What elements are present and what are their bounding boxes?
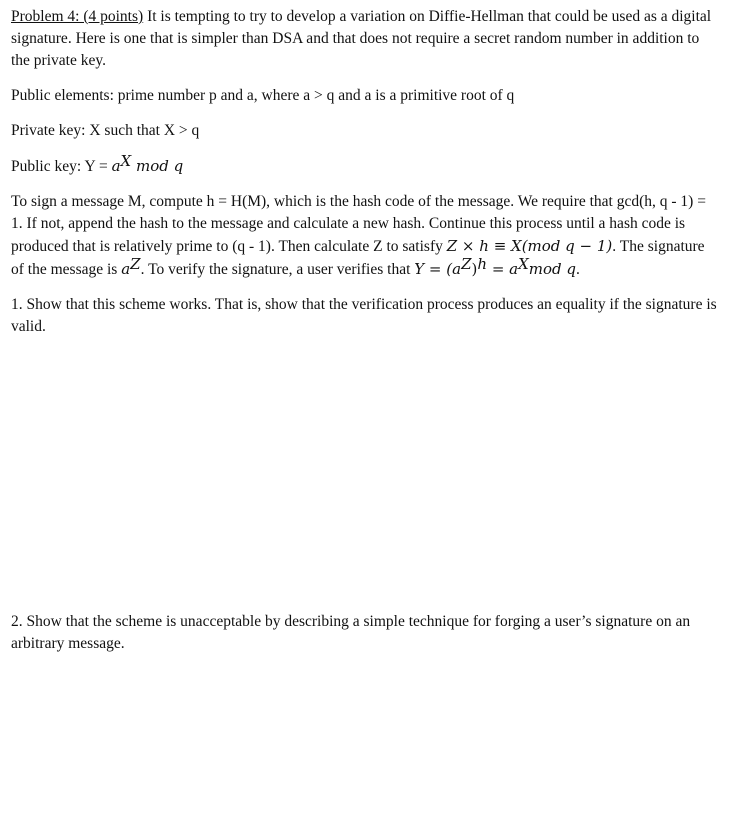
verify-eq: = a (487, 260, 519, 278)
verify-exponent-h: h (477, 255, 488, 273)
question-1: 1. Show that this scheme works. That is, show that the verification process produces an equality if the signature is valid. (11, 296, 717, 335)
signature-exponent: Z (130, 255, 141, 273)
verify-rhs: mod q (528, 260, 577, 278)
verify-end: . (576, 261, 580, 278)
private-key: Private key: X such that X > q (11, 122, 200, 139)
problem-intro-text: It is tempting to try to develop a variation on Diffie-Hellman that could be used as a digital signature. Here is one that is simpler than DSA and that does not require a secret random number in addition to the private key. (11, 8, 712, 69)
public-key-prefix: Public key: Y = (11, 158, 112, 175)
public-elements: Public elements: prime number p and a, where a > q and a is a primitive root of q (11, 87, 515, 104)
problem-page (11, 6, 717, 652)
question-2: 2. Show that the scheme is unacceptable by describing a simple technique for forging a user’s signature on an arbitrary message. (11, 613, 691, 652)
verify-lhs: Y = (a (414, 260, 462, 278)
signature-base: a (121, 260, 131, 278)
signing-text-3: . To verify the signature, a user verifies that (140, 261, 415, 278)
public-key-base: a (111, 157, 121, 175)
signing-procedure (11, 191, 717, 281)
public-key-exponent: X (120, 152, 132, 170)
verify-close-paren: ) (471, 260, 478, 278)
public-key (11, 152, 717, 178)
verify-exponent-x: X (518, 255, 529, 273)
public-key-suffix: mod q (131, 157, 184, 175)
verify-exponent-z: Z (461, 255, 472, 273)
signing-congruence: Z × h ≡ X(mod q − 1) (446, 237, 613, 255)
problem-intro (11, 6, 717, 72)
signing-text-1: To sign a message M, compute h = H(M), which is the hash code of the message. We require that gcd(h, q - 1) = 1. If not, append the hash to the message and calculate a new hash. Continue this process until a hash code is produced that is relatively prime to (q - 1). Then calculate Z to satisfy (11, 193, 706, 255)
problem-label: Problem 4: (4 points) (11, 8, 144, 25)
signing-text-2: . The signature of the message is (11, 238, 705, 278)
